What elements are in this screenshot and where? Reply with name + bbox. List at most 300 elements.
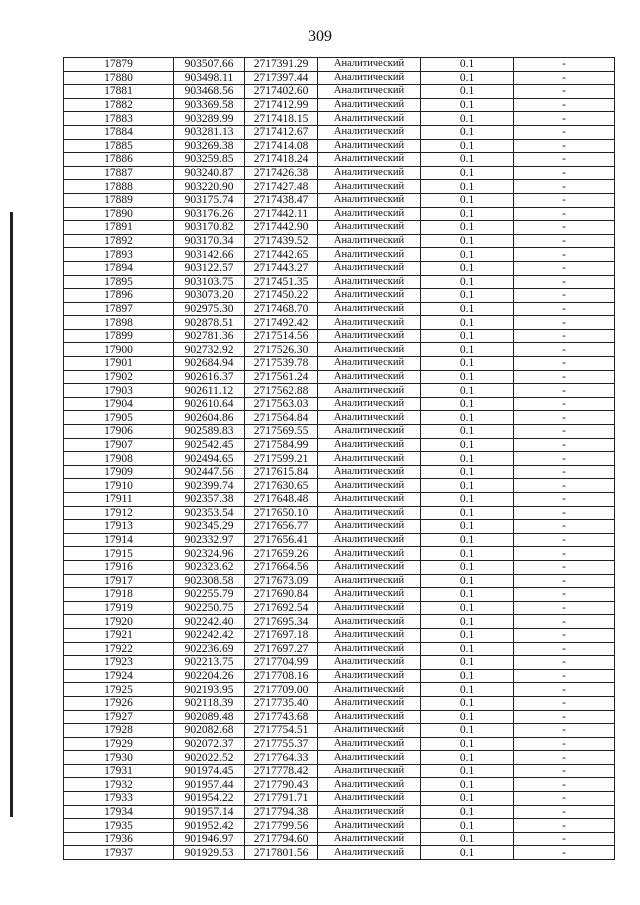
cell-x-coordinate: 902118.39 (174, 696, 245, 710)
cell-point-number: 17933 (64, 792, 174, 806)
cell-y-coordinate: 2717569.55 (245, 425, 318, 439)
cell-y-coordinate: 2717650.10 (245, 506, 318, 520)
cell-y-coordinate: 2717743.68 (245, 710, 318, 724)
cell-x-coordinate: 902204.26 (174, 669, 245, 683)
cell-accuracy: 0.1 (421, 261, 514, 275)
table-row (64, 628, 615, 642)
cell-accuracy: 0.1 (421, 71, 514, 85)
cell-accuracy: 0.1 (421, 302, 514, 316)
table-row (64, 329, 615, 343)
cell-x-coordinate: 903289.99 (174, 112, 245, 126)
cell-accuracy: 0.1 (421, 425, 514, 439)
cell-accuracy: 0.1 (421, 465, 514, 479)
cell-accuracy: 0.1 (421, 329, 514, 343)
table-row (64, 560, 615, 574)
cell-x-coordinate: 901957.14 (174, 805, 245, 819)
cell-description: - (514, 153, 615, 167)
cell-y-coordinate: 2717414.08 (245, 139, 318, 153)
cell-method: Аналитический (318, 58, 421, 72)
table-row (64, 370, 615, 384)
table-row (64, 397, 615, 411)
cell-x-coordinate: 903240.87 (174, 166, 245, 180)
cell-point-number: 17921 (64, 628, 174, 642)
cell-point-number: 17895 (64, 275, 174, 289)
cell-y-coordinate: 2717754.51 (245, 724, 318, 738)
cell-accuracy: 0.1 (421, 764, 514, 778)
cell-y-coordinate: 2717630.65 (245, 479, 318, 493)
cell-y-coordinate: 2717697.27 (245, 642, 318, 656)
cell-description: - (514, 832, 615, 846)
cell-x-coordinate: 902604.86 (174, 411, 245, 425)
cell-description: - (514, 846, 615, 860)
cell-y-coordinate: 2717794.60 (245, 832, 318, 846)
cell-description: - (514, 642, 615, 656)
table-row (64, 737, 615, 751)
cell-y-coordinate: 2717391.29 (245, 58, 318, 72)
cell-point-number: 17893 (64, 248, 174, 262)
cell-accuracy: 0.1 (421, 153, 514, 167)
cell-y-coordinate: 2717659.26 (245, 547, 318, 561)
cell-x-coordinate: 901954.22 (174, 792, 245, 806)
cell-method: Аналитический (318, 71, 421, 85)
cell-description: - (514, 724, 615, 738)
cell-description: - (514, 384, 615, 398)
cell-y-coordinate: 2717443.27 (245, 261, 318, 275)
cell-y-coordinate: 2717427.48 (245, 180, 318, 194)
cell-method: Аналитический (318, 724, 421, 738)
cell-description: - (514, 58, 615, 72)
table-row (64, 683, 615, 697)
cell-method: Аналитический (318, 384, 421, 398)
cell-accuracy: 0.1 (421, 724, 514, 738)
cell-x-coordinate: 903176.26 (174, 207, 245, 221)
cell-method: Аналитический (318, 751, 421, 765)
cell-description: - (514, 792, 615, 806)
cell-accuracy: 0.1 (421, 628, 514, 642)
table-row (64, 180, 615, 194)
cell-point-number: 17927 (64, 710, 174, 724)
cell-accuracy: 0.1 (421, 125, 514, 139)
cell-point-number: 17885 (64, 139, 174, 153)
cell-x-coordinate: 902213.75 (174, 656, 245, 670)
cell-accuracy: 0.1 (421, 397, 514, 411)
cell-x-coordinate: 902610.64 (174, 397, 245, 411)
cell-point-number: 17900 (64, 343, 174, 357)
cell-method: Аналитический (318, 397, 421, 411)
cell-point-number: 17923 (64, 656, 174, 670)
cell-method: Аналитический (318, 343, 421, 357)
cell-y-coordinate: 2717584.99 (245, 438, 318, 452)
cell-method: Аналитический (318, 656, 421, 670)
table-row (64, 207, 615, 221)
cell-accuracy: 0.1 (421, 85, 514, 99)
cell-method: Аналитический (318, 601, 421, 615)
table-row (64, 302, 615, 316)
cell-description: - (514, 588, 615, 602)
cell-y-coordinate: 2717442.65 (245, 248, 318, 262)
cell-method: Аналитический (318, 329, 421, 343)
scan-margin-bar (10, 212, 13, 817)
cell-method: Аналитический (318, 493, 421, 507)
cell-x-coordinate: 903122.57 (174, 261, 245, 275)
table-row (64, 193, 615, 207)
cell-point-number: 17910 (64, 479, 174, 493)
cell-y-coordinate: 2717656.41 (245, 533, 318, 547)
table-row (64, 85, 615, 99)
cell-point-number: 17925 (64, 683, 174, 697)
cell-point-number: 17890 (64, 207, 174, 221)
cell-accuracy: 0.1 (421, 832, 514, 846)
cell-x-coordinate: 902072.37 (174, 737, 245, 751)
cell-point-number: 17888 (64, 180, 174, 194)
cell-method: Аналитический (318, 302, 421, 316)
cell-method: Аналитический (318, 452, 421, 466)
table-row (64, 615, 615, 629)
cell-x-coordinate: 902975.30 (174, 302, 245, 316)
cell-x-coordinate: 901974.45 (174, 764, 245, 778)
cell-x-coordinate: 903259.85 (174, 153, 245, 167)
table-row (64, 792, 615, 806)
cell-x-coordinate: 901929.53 (174, 846, 245, 860)
cell-y-coordinate: 2717492.42 (245, 316, 318, 330)
cell-method: Аналитический (318, 425, 421, 439)
cell-y-coordinate: 2717412.67 (245, 125, 318, 139)
cell-accuracy: 0.1 (421, 547, 514, 561)
cell-description: - (514, 520, 615, 534)
cell-y-coordinate: 2717418.15 (245, 112, 318, 126)
table-row (64, 764, 615, 778)
table-row (64, 384, 615, 398)
cell-y-coordinate: 2717799.56 (245, 819, 318, 833)
cell-method: Аналитический (318, 85, 421, 99)
cell-method: Аналитический (318, 139, 421, 153)
table-row (64, 574, 615, 588)
cell-y-coordinate: 2717664.56 (245, 560, 318, 574)
cell-description: - (514, 71, 615, 85)
table-row (64, 248, 615, 262)
cell-y-coordinate: 2717426.38 (245, 166, 318, 180)
table-row (64, 71, 615, 85)
cell-accuracy: 0.1 (421, 357, 514, 371)
cell-accuracy: 0.1 (421, 778, 514, 792)
cell-point-number: 17913 (64, 520, 174, 534)
cell-method: Аналитический (318, 180, 421, 194)
table-row (64, 112, 615, 126)
cell-description: - (514, 628, 615, 642)
cell-y-coordinate: 2717468.70 (245, 302, 318, 316)
table-row (64, 411, 615, 425)
cell-accuracy: 0.1 (421, 166, 514, 180)
table-row (64, 547, 615, 561)
cell-method: Аналитический (318, 316, 421, 330)
cell-method: Аналитический (318, 289, 421, 303)
cell-method: Аналитический (318, 764, 421, 778)
cell-y-coordinate: 2717790.43 (245, 778, 318, 792)
table-row (64, 166, 615, 180)
cell-y-coordinate: 2717648.48 (245, 493, 318, 507)
cell-accuracy: 0.1 (421, 588, 514, 602)
cell-x-coordinate: 903468.56 (174, 85, 245, 99)
cell-y-coordinate: 2717695.34 (245, 615, 318, 629)
cell-x-coordinate: 902308.58 (174, 574, 245, 588)
cell-point-number: 17898 (64, 316, 174, 330)
cell-accuracy: 0.1 (421, 452, 514, 466)
cell-x-coordinate: 903281.13 (174, 125, 245, 139)
cell-method: Аналитический (318, 533, 421, 547)
cell-x-coordinate: 902193.95 (174, 683, 245, 697)
cell-x-coordinate: 902022.52 (174, 751, 245, 765)
cell-point-number: 17934 (64, 805, 174, 819)
table-row (64, 642, 615, 656)
cell-method: Аналитический (318, 669, 421, 683)
cell-description: - (514, 615, 615, 629)
cell-point-number: 17897 (64, 302, 174, 316)
cell-method: Аналитический (318, 615, 421, 629)
cell-accuracy: 0.1 (421, 846, 514, 860)
cell-x-coordinate: 902357.38 (174, 493, 245, 507)
cell-point-number: 17907 (64, 438, 174, 452)
cell-x-coordinate: 902082.68 (174, 724, 245, 738)
cell-description: - (514, 193, 615, 207)
cell-method: Аналитический (318, 248, 421, 262)
table-row (64, 425, 615, 439)
cell-y-coordinate: 2717412.99 (245, 98, 318, 112)
cell-accuracy: 0.1 (421, 601, 514, 615)
cell-accuracy: 0.1 (421, 533, 514, 547)
cell-accuracy: 0.1 (421, 520, 514, 534)
cell-point-number: 17909 (64, 465, 174, 479)
cell-accuracy: 0.1 (421, 411, 514, 425)
cell-method: Аналитический (318, 275, 421, 289)
table-row (64, 452, 615, 466)
table-row (64, 601, 615, 615)
cell-method: Аналитический (318, 832, 421, 846)
cell-x-coordinate: 903073.20 (174, 289, 245, 303)
cell-description: - (514, 139, 615, 153)
cell-point-number: 17884 (64, 125, 174, 139)
cell-method: Аналитический (318, 805, 421, 819)
cell-method: Аналитический (318, 234, 421, 248)
cell-point-number: 17883 (64, 112, 174, 126)
cell-y-coordinate: 2717562.88 (245, 384, 318, 398)
cell-point-number: 17894 (64, 261, 174, 275)
cell-description: - (514, 370, 615, 384)
cell-accuracy: 0.1 (421, 805, 514, 819)
cell-method: Аналитический (318, 520, 421, 534)
cell-method: Аналитический (318, 819, 421, 833)
cell-accuracy: 0.1 (421, 98, 514, 112)
table-row (64, 669, 615, 683)
table-row (64, 832, 615, 846)
cell-accuracy: 0.1 (421, 193, 514, 207)
cell-y-coordinate: 2717526.30 (245, 343, 318, 357)
cell-point-number: 17905 (64, 411, 174, 425)
cell-x-coordinate: 902250.75 (174, 601, 245, 615)
cell-point-number: 17887 (64, 166, 174, 180)
cell-y-coordinate: 2717564.84 (245, 411, 318, 425)
cell-description: - (514, 452, 615, 466)
cell-method: Аналитический (318, 574, 421, 588)
cell-point-number: 17916 (64, 560, 174, 574)
cell-method: Аналитический (318, 207, 421, 221)
cell-x-coordinate: 902255.79 (174, 588, 245, 602)
table-row (64, 846, 615, 860)
cell-description: - (514, 425, 615, 439)
table-row (64, 493, 615, 507)
table-row (64, 506, 615, 520)
cell-point-number: 17924 (64, 669, 174, 683)
cell-description: - (514, 234, 615, 248)
cell-point-number: 17937 (64, 846, 174, 860)
cell-accuracy: 0.1 (421, 696, 514, 710)
cell-method: Аналитический (318, 778, 421, 792)
cell-y-coordinate: 2717599.21 (245, 452, 318, 466)
cell-description: - (514, 805, 615, 819)
cell-point-number: 17920 (64, 615, 174, 629)
cell-method: Аналитический (318, 153, 421, 167)
cell-x-coordinate: 903170.34 (174, 234, 245, 248)
cell-accuracy: 0.1 (421, 139, 514, 153)
cell-accuracy: 0.1 (421, 343, 514, 357)
cell-x-coordinate: 902236.69 (174, 642, 245, 656)
cell-y-coordinate: 2717735.40 (245, 696, 318, 710)
cell-description: - (514, 764, 615, 778)
cell-point-number: 17881 (64, 85, 174, 99)
cell-accuracy: 0.1 (421, 751, 514, 765)
cell-description: - (514, 85, 615, 99)
table-row (64, 724, 615, 738)
table-row (64, 656, 615, 670)
cell-method: Аналитический (318, 710, 421, 724)
table-row (64, 261, 615, 275)
cell-description: - (514, 479, 615, 493)
cell-method: Аналитический (318, 357, 421, 371)
cell-accuracy: 0.1 (421, 370, 514, 384)
cell-y-coordinate: 2717402.60 (245, 85, 318, 99)
cell-description: - (514, 669, 615, 683)
cell-x-coordinate: 903507.66 (174, 58, 245, 72)
cell-point-number: 17896 (64, 289, 174, 303)
cell-accuracy: 0.1 (421, 506, 514, 520)
cell-point-number: 17904 (64, 397, 174, 411)
table-row (64, 275, 615, 289)
cell-x-coordinate: 902324.96 (174, 547, 245, 561)
table-row (64, 357, 615, 371)
cell-method: Аналитический (318, 642, 421, 656)
cell-description: - (514, 737, 615, 751)
cell-method: Аналитический (318, 411, 421, 425)
cell-x-coordinate: 902542.45 (174, 438, 245, 452)
cell-point-number: 17903 (64, 384, 174, 398)
cell-method: Аналитический (318, 221, 421, 235)
cell-accuracy: 0.1 (421, 438, 514, 452)
cell-x-coordinate: 902242.40 (174, 615, 245, 629)
cell-y-coordinate: 2717450.22 (245, 289, 318, 303)
cell-x-coordinate: 903369.58 (174, 98, 245, 112)
coordinates-table (63, 57, 615, 860)
table-row (64, 465, 615, 479)
table-row (64, 221, 615, 235)
cell-accuracy: 0.1 (421, 669, 514, 683)
cell-accuracy: 0.1 (421, 642, 514, 656)
cell-point-number: 17935 (64, 819, 174, 833)
cell-point-number: 17912 (64, 506, 174, 520)
cell-point-number: 17915 (64, 547, 174, 561)
cell-description: - (514, 221, 615, 235)
cell-description: - (514, 601, 615, 615)
cell-description: - (514, 411, 615, 425)
cell-x-coordinate: 903170.82 (174, 221, 245, 235)
cell-method: Аналитический (318, 547, 421, 561)
cell-point-number: 17892 (64, 234, 174, 248)
cell-description: - (514, 465, 615, 479)
cell-method: Аналитический (318, 588, 421, 602)
table-row (64, 316, 615, 330)
cell-y-coordinate: 2717704.99 (245, 656, 318, 670)
cell-point-number: 17929 (64, 737, 174, 751)
coordinates-table-body (64, 58, 615, 860)
cell-x-coordinate: 902332.97 (174, 533, 245, 547)
cell-accuracy: 0.1 (421, 615, 514, 629)
table-row (64, 289, 615, 303)
cell-x-coordinate: 902345.29 (174, 520, 245, 534)
table-row (64, 710, 615, 724)
cell-description: - (514, 289, 615, 303)
cell-accuracy: 0.1 (421, 656, 514, 670)
cell-x-coordinate: 902089.48 (174, 710, 245, 724)
cell-accuracy: 0.1 (421, 683, 514, 697)
cell-x-coordinate: 902732.92 (174, 343, 245, 357)
cell-method: Аналитический (318, 438, 421, 452)
table-row (64, 588, 615, 602)
cell-method: Аналитический (318, 125, 421, 139)
cell-method: Аналитический (318, 98, 421, 112)
cell-description: - (514, 710, 615, 724)
table-row (64, 479, 615, 493)
cell-point-number: 17889 (64, 193, 174, 207)
cell-description: - (514, 329, 615, 343)
table-row (64, 751, 615, 765)
cell-point-number: 17930 (64, 751, 174, 765)
cell-y-coordinate: 2717615.84 (245, 465, 318, 479)
cell-y-coordinate: 2717563.03 (245, 397, 318, 411)
cell-y-coordinate: 2717539.78 (245, 357, 318, 371)
cell-point-number: 17879 (64, 58, 174, 72)
cell-x-coordinate: 902611.12 (174, 384, 245, 398)
cell-y-coordinate: 2717708.16 (245, 669, 318, 683)
cell-point-number: 17882 (64, 98, 174, 112)
table-row (64, 98, 615, 112)
cell-description: - (514, 302, 615, 316)
cell-y-coordinate: 2717791.71 (245, 792, 318, 806)
cell-accuracy: 0.1 (421, 560, 514, 574)
cell-accuracy: 0.1 (421, 180, 514, 194)
table-row (64, 125, 615, 139)
cell-y-coordinate: 2717442.11 (245, 207, 318, 221)
cell-point-number: 17899 (64, 329, 174, 343)
cell-method: Аналитический (318, 112, 421, 126)
cell-method: Аналитический (318, 261, 421, 275)
cell-method: Аналитический (318, 696, 421, 710)
cell-method: Аналитический (318, 560, 421, 574)
table-row (64, 58, 615, 72)
cell-method: Аналитический (318, 370, 421, 384)
cell-point-number: 17922 (64, 642, 174, 656)
cell-point-number: 17891 (64, 221, 174, 235)
cell-description: - (514, 506, 615, 520)
cell-description: - (514, 547, 615, 561)
table-row (64, 819, 615, 833)
